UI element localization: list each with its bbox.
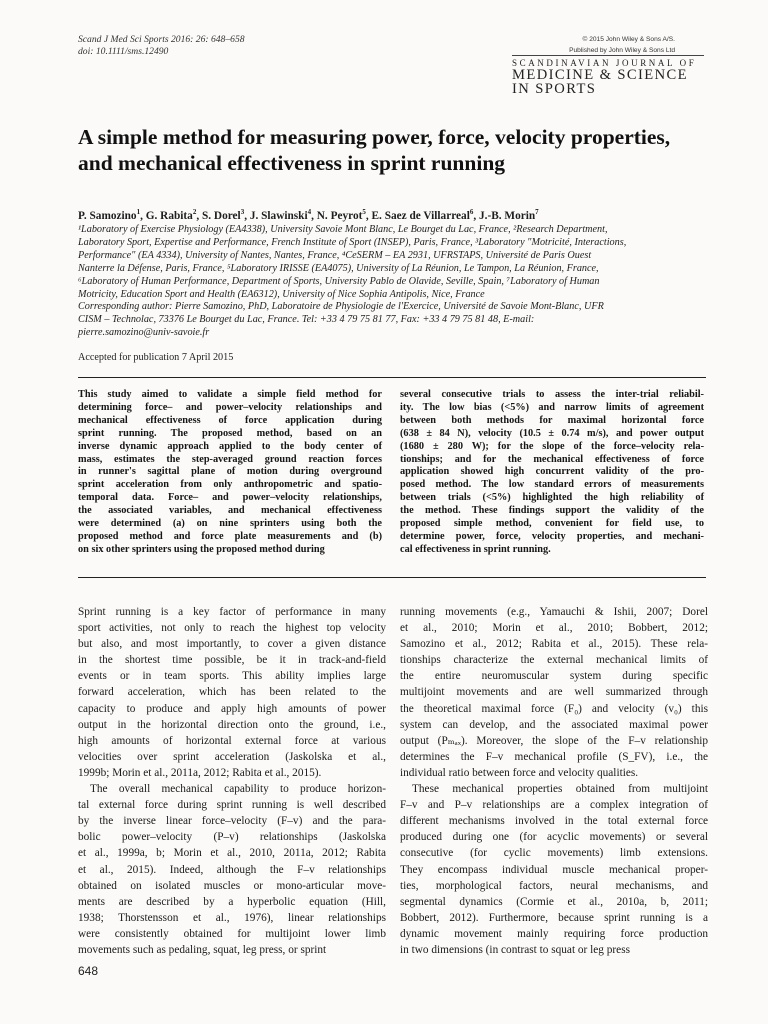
affiliation-line: pierre.samozino@univ-savoie.fr <box>78 327 210 339</box>
abstract-line: This study aimed to validate a simple field method for <box>78 389 382 400</box>
affiliation-line: Motricity, Education Sport and Health (EA6312), University of Nice Sophia Antipolis, Nice, France <box>78 288 485 300</box>
body-line: segmental dynamics (Cormie et al., 2010a, b, 2011; <box>400 895 708 908</box>
abstract-line: on six other sprinters using the proposed method during <box>78 543 325 555</box>
body-line: high amounts of horizontal external force at various <box>78 734 386 747</box>
abstract-line: inverse dynamic approach applied to the body center of <box>78 440 382 452</box>
body-line: ments are described by a hyperbolic equation (Hill, <box>78 895 386 908</box>
body-line: were consistently obtained for multijoint lower limb <box>78 927 386 940</box>
abstract-right-column <box>400 389 704 557</box>
abstract-left-column <box>78 389 382 557</box>
abstract-line: the method. These findings support the validity of the <box>400 505 704 517</box>
abstract-line: determine power, force, velocity properties, and mechani- <box>400 530 704 542</box>
body-line: Bobbert, 2012). Furthermore, because sprint running is a <box>400 911 708 924</box>
journal-logo-line1: SCANDINAVIAN JOURNAL OF <box>512 58 697 68</box>
body-line: but also, and most importantly, to cover a given distance <box>78 638 386 651</box>
affiliation-line: ⁶Laboratory of Human Performance, Department of Sports, University Pablo de Olavide, Seville, Spain, ⁷Laboratory of Human <box>78 275 600 287</box>
publisher: Published by John Wiley & Sons Ltd <box>569 47 675 54</box>
affiliation-line: ¹Laboratory of Exercise Physiology (EA4338), University Savoie Mont Blanc, Le Bourget du Lac, France, ²Research Department, <box>78 224 608 235</box>
body-line: et al., 1999a, b; Morin et al., 2010, 2011a, 2012; Rabita <box>78 847 386 860</box>
affiliation-line: Performance" (EA 4334), University of Nantes, Nantes, France, ⁴CeSERM – EA 2931, UFRSTAPS, Université de Paris Ouest <box>78 249 592 261</box>
author-affiliation-mark: 6 <box>469 208 474 216</box>
author-name: J. Slawinski <box>249 209 308 222</box>
body-left-column <box>78 604 386 958</box>
body-line: events or in team sports. This ability implies large <box>78 670 386 683</box>
doi: doi: 10.1111/sms.12490 <box>78 46 169 57</box>
abstract-line: between both methods for maximal horizontal force <box>400 414 704 426</box>
title-line-2: and mechanical effectiveness in sprint running <box>78 151 506 175</box>
body-line: consecutive (for cyclic movements) limb extensions. <box>400 847 708 860</box>
author-affiliation-mark: 2 <box>192 208 197 216</box>
body-line: et al., 2015). Indeed, although the F–v relationships <box>78 863 386 876</box>
body-line: They encompass individual muscle mechanical proper- <box>400 863 708 876</box>
body-line: in two dimensions (in contrast to squat or leg press <box>400 943 630 956</box>
body-line: The overall mechanical capability to produce horizon- <box>90 783 386 796</box>
author-name: G. Rabita <box>145 209 193 222</box>
abstract-line: tionships; and for the mechanical effectiveness of force <box>400 453 704 465</box>
abstract-line: proposed simple method, convenient for field use, to <box>400 518 704 530</box>
body-line: tal external force during sprint running is well described <box>78 799 386 812</box>
body-line: by the inverse linear force–velocity (F–v) and the para- <box>78 815 386 828</box>
author-name: N. Peyrot <box>316 209 363 222</box>
body-line: running movements (e.g., Yamauchi & Ishii, 2007; Dorel <box>400 606 708 618</box>
author-name: J.-B. Morin <box>478 209 536 222</box>
abstract-line: were determined (a) on nine sprinters using both the <box>78 518 382 530</box>
body-line: dynamic movement mainly requiring force production <box>400 927 708 940</box>
abstract-line: in runner's sagittal plane of motion during overground <box>78 466 382 478</box>
body-line: determines the F–v mechanical profile (S_FV), i.e., the <box>400 750 708 763</box>
abstract-line: temporal data. Force– and power–velocity relationships, <box>78 492 382 504</box>
body-line: produced during one (for acyclic movements) or several <box>400 831 708 844</box>
abstract-line: sprint acceleration from only anthropometric and spatio- <box>78 479 382 491</box>
author-affiliation-mark: 1 <box>136 208 141 216</box>
body-line: output in the horizontal direction onto the ground, i.e., <box>78 718 386 731</box>
journal-citation: Scand J Med Sci Sports 2016: 26: 648–658 <box>78 34 245 45</box>
publisher-block <box>569 34 675 56</box>
copyright: © 2015 John Wiley & Sons A/S. <box>582 36 675 43</box>
body-line: F–v and P–v relationships are a complex integration of <box>400 799 708 812</box>
author-affiliation-mark: 4 <box>307 208 312 216</box>
abstract-line: (1680 ± 280 W); for the slope of the force–velocity rela- <box>400 440 704 452</box>
affiliations <box>78 224 712 340</box>
article-title <box>78 124 708 176</box>
body-line: et al., 2010; Morin et al., 2010; Bobbert, 2012; <box>400 622 708 635</box>
body-line: different mechanisms involved in the total external force <box>400 815 708 828</box>
body-line: ties, morphological factors, neural mechanisms, and <box>400 879 708 892</box>
body-line: capacity to produce and apply high amounts of power <box>78 702 386 715</box>
body-line: output (Pₘₐₓ). Moreover, the slope of the F–v relationship <box>400 734 708 747</box>
body-line: tionships characterize the external mechanical limits of <box>400 654 708 667</box>
journal-logo-line2: MEDICINE & SCIENCE <box>512 67 688 83</box>
affiliation-line: Corresponding author: Pierre Samozino, PhD, Laboratoire de Physiologie de l'Exercice, Université de Savoie Mont-Blanc, UFR <box>78 301 604 313</box>
body-line: individual ratio between force and velocity qualities. <box>400 766 639 779</box>
journal-logo <box>512 58 704 96</box>
abstract-line: several consecutive trials to assess the inter-trial reliabil- <box>400 389 704 400</box>
body-line: system can develop, and the associated maximal power <box>400 718 708 731</box>
affiliation-line: Laboratory Sport, Expertise and Performance, French Institute of Sport (INSEP), Paris, France, ³Laboratory "Motricité, Interactions, <box>78 236 627 248</box>
affiliation-line: CISM – Technolac, 73376 Le Bourget du Lac, France. Tel: +33 4 79 75 81 77, Fax: +33 4 79 75 81 48, E-mail: <box>78 314 535 326</box>
body-line: 1999b; Morin et al., 2011a, 2012; Rabita et al., 2015). <box>78 766 322 779</box>
body-line: in the shortest time possible, be it in track-and-field <box>78 654 386 667</box>
abstract-line: posed method. The low standard errors of measurements <box>400 479 704 491</box>
author-affiliation-mark: 5 <box>362 208 366 216</box>
body-line: These mechanical properties obtained from multijoint <box>412 783 708 796</box>
page-number: 648 <box>78 964 99 978</box>
author-list: P. Samozino$^1$, G. Rabita$^2$, S. Dorel$^3$, J. Slawinski$^4$, N. Peyrot$^5$, E. Saez de Villarreal$^6$, J.-B. Morin$^7$ <box>78 208 539 222</box>
abstract-line: cal effectiveness in sprint running. <box>400 543 551 555</box>
abstract-line: the associated variables, and mechanical effectiveness <box>78 505 382 517</box>
body-line: 1938; Thorstensson et al., 1976), linear relationships <box>78 911 386 924</box>
body-right-column <box>400 604 708 958</box>
title-line-1: A simple method for measuring power, force, velocity properties, <box>78 125 671 149</box>
abstract-line: mass, estimates the step-averaged ground reaction forces <box>78 453 382 465</box>
abstract-line: determining force– and power–velocity relationships and <box>78 401 382 413</box>
abstract-line: proposed method and force plate measurements and (b) <box>78 530 382 542</box>
abstract-bottom-rule <box>78 577 706 578</box>
abstract-line: ity. The low bias (<5%) and narrow limits of agreement <box>400 401 704 413</box>
body-line: sport activities, not only to reach the highest top velocity <box>78 622 386 635</box>
body-line: movements such as pedaling, squat, leg press, or sprint <box>78 943 327 956</box>
body-line: the entire neuromuscular system during specific <box>400 670 708 683</box>
author-affiliation-mark: 3 <box>240 208 245 216</box>
abstract-line: sprint running. The proposed method, based on an <box>78 427 382 439</box>
abstract-line: application showed high concurrent validity of the pro- <box>400 466 704 478</box>
author-name: P. Samozino <box>78 209 137 222</box>
abstract-line: (638 ± 84 N), velocity (10.5 ± 0.74 m/s), and power output <box>400 427 704 439</box>
author-name: S. Dorel <box>201 209 241 222</box>
abstract-line: between trials (<5%) highlighted the high reliability of <box>400 492 704 504</box>
body-line: bolic power–velocity (P–v) relationships (Jaskolska <box>78 831 386 844</box>
body-line: velocities over sprint acceleration (Jaskolska et al., <box>78 750 386 763</box>
journal-citation-block <box>78 34 245 58</box>
journal-logo-line3: IN SPORTS <box>512 81 597 97</box>
accepted-date: Accepted for publication 7 April 2015 <box>78 352 234 363</box>
affiliation-line: Nanterre la Défense, Paris, France, ⁵Laboratory IRISSE (EA4075), University of La Réunion, Le Tampon, La Réunion, France, <box>78 262 599 274</box>
body-line: multijoint movements and are well summarized through <box>400 686 708 699</box>
author-name: E. Saez de Villarreal <box>371 209 470 222</box>
body-line: forward acceleration, which has been related to the <box>78 686 386 699</box>
body-line: Sprint running is a key factor of performance in many <box>78 606 386 618</box>
logo-divider <box>512 55 704 56</box>
abstract-top-rule <box>78 377 706 378</box>
author-affiliation-mark: 7 <box>535 208 539 216</box>
body-line: the theoretical maximal force (F₀) and velocity (v₀) this <box>400 702 708 715</box>
body-line: obtained on isolated muscles or mono-articular move- <box>78 879 386 892</box>
abstract-line: mechanical effectiveness of force application during <box>78 414 382 426</box>
body-line: Samozino et al., 2012; Rabita et al., 2015). These rela- <box>400 638 708 651</box>
